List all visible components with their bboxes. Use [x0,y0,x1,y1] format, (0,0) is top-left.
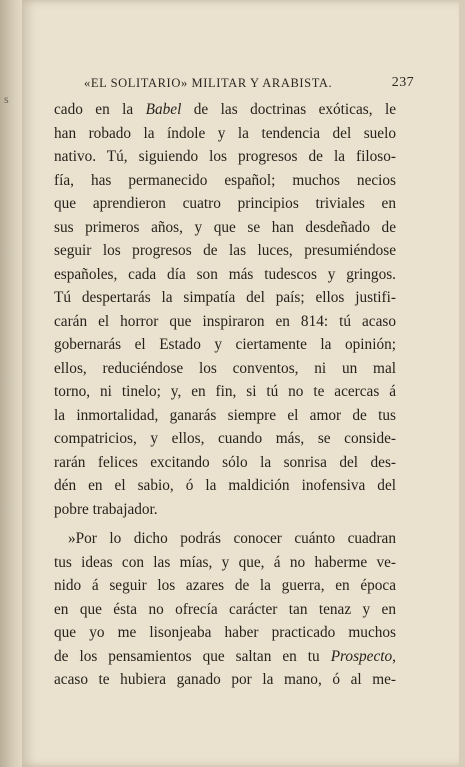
text-fragment: que aprendieron cuatro principios triviales en [54,195,396,212]
text-line [54,263,396,287]
text-line [54,551,396,575]
text-line [54,527,396,551]
text-fragment: cado en la [54,101,146,118]
text-line [54,474,396,498]
book-page [22,0,465,767]
text-fragment: de los pensamientos que saltan en tu [54,647,331,665]
text-line [54,404,396,428]
text-fragment: la inmortalidad, ganarás siempre el amor de tus [54,406,396,424]
running-title: «EL SOLITARIO» MILITAR Y ARABISTA. [84,76,333,90]
text-line [54,380,396,404]
text-line [54,668,396,692]
text-fragment: nativo. Tú, siguiendo los progresos de la filoso- [54,148,396,165]
text-fragment: rarán felices excitando sólo la sonrisa del des- [54,453,396,471]
text-line [54,451,396,475]
text-line [54,645,396,669]
text-fragment: Tú despertarás la simpatía del país; ellos justifi- [54,289,396,306]
text-line [54,286,396,310]
text-line [54,574,396,598]
text-line [54,310,396,334]
italic-text: Babel [145,101,182,118]
text-fragment: seguir los progresos de las luces, presumiéndose [54,242,396,259]
running-header [84,76,414,96]
text-fragment: que yo me lisonjeaba haber practicado muchos [54,624,396,641]
text-fragment: torno, ni tinelo; y, en fin, si tú no te acercas á [54,383,396,400]
adjacent-page-mark: s [4,92,9,106]
text-fragment: compatricios, y ellos, cuando más, se conside- [54,430,396,447]
text-fragment: dén en el sabio, ó la maldición inofensiva del [54,477,396,494]
text-line [54,427,396,451]
text-fragment: sus primeros años, y que se han desdeñado de [54,218,396,236]
text-fragment: pobre trabajador. [54,500,158,518]
text-line [54,357,396,381]
text-line [54,98,396,122]
text-fragment: »Por lo dicho podrás conocer cuánto cuadran [68,530,396,547]
text-line [54,216,396,240]
text-line [54,169,396,193]
text-line [54,333,396,357]
text-fragment: en que ésta no ofrecía carácter tan tenaz y en [54,600,396,618]
text-fragment: ellos, reduciéndose los conventos, ni un mal [54,359,396,377]
adjacent-page-edge [0,0,24,767]
text-line [54,598,396,622]
text-fragment: han robado la índole y la tendencia del suelo [54,124,396,142]
text-fragment: nido á seguir los azares de la guerra, en época [54,577,396,594]
text-fragment: fía, has permanecido español; muchos necios [54,171,396,189]
text-fragment: españoles, cada día son más tudescos y gringos. [54,265,396,283]
italic-text: Prospecto [330,647,393,665]
text-fragment: acaso te hubiera ganado por la mano, ó al me- [54,671,396,688]
text-line [54,498,396,522]
text-line [54,145,396,169]
text-fragment: gobernarás el Estado y ciertamente la opinión; [54,336,396,353]
text-fragment: tus ideas con las mías, y que, á no haberme ve- [54,553,396,571]
text-fragment: , [392,647,396,665]
page-edge [459,0,465,767]
page-number: 237 [391,75,414,90]
text-line [54,192,396,216]
body-text [54,98,396,692]
text-fragment: carán el horror que inspiraron en 814: tú acaso [54,312,396,330]
text-line [54,239,396,263]
text-fragment: de las doctrinas exóticas, le [181,101,396,118]
text-line [54,621,396,645]
text-line [54,122,396,146]
